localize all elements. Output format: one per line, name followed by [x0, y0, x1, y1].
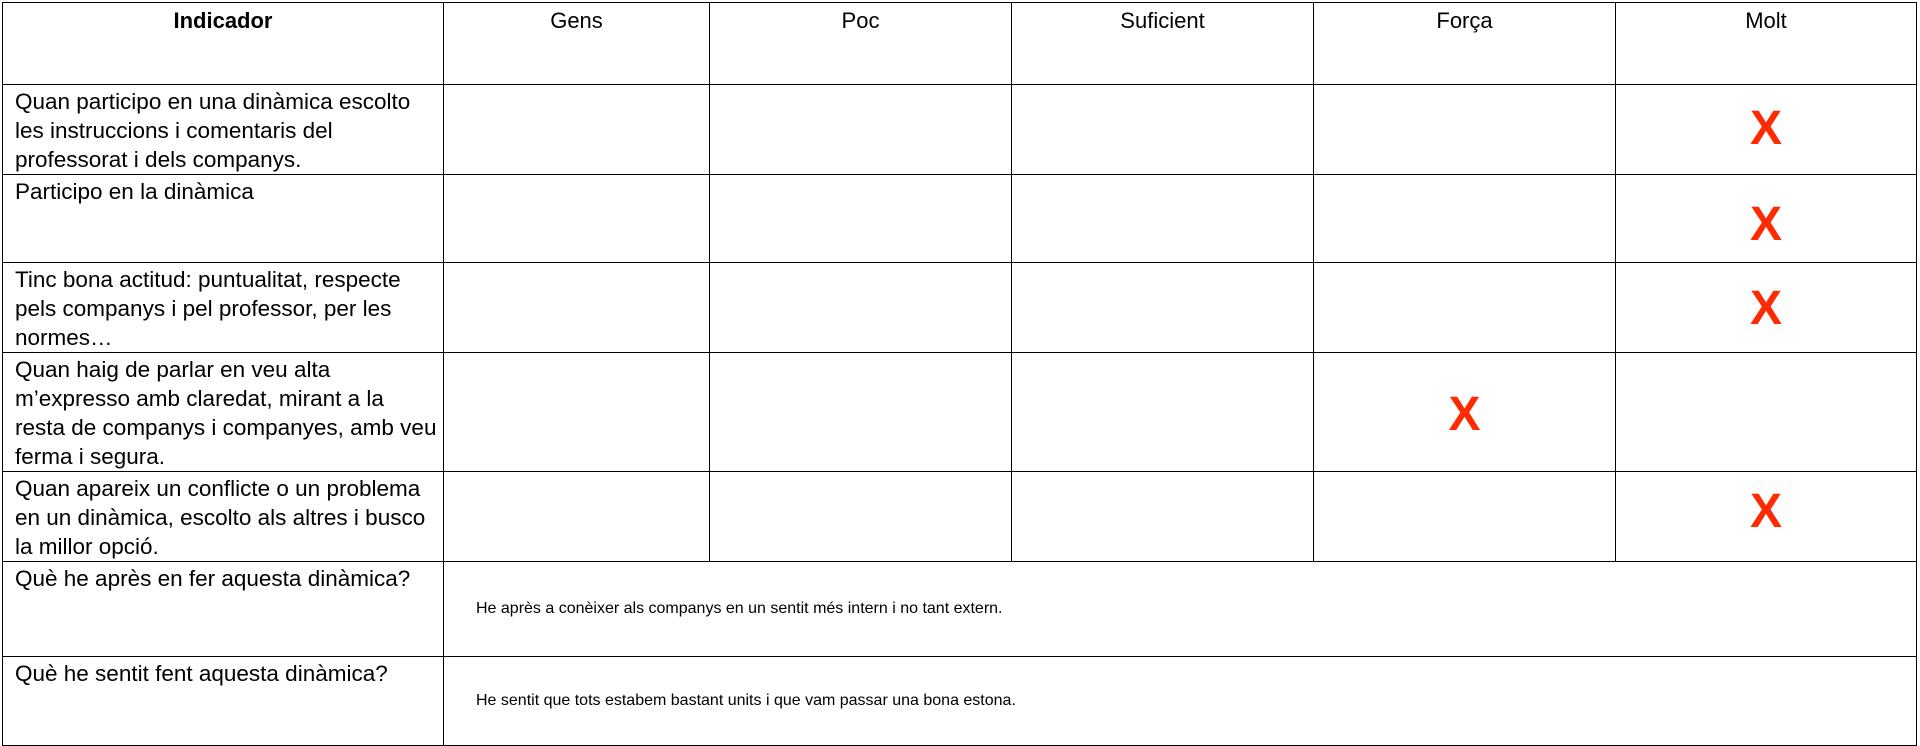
cell-poc	[710, 175, 1012, 263]
cell-gens	[444, 85, 710, 175]
indicator-row	[3, 263, 1917, 353]
cell-molt	[1616, 472, 1917, 562]
cell-suficient	[1012, 353, 1314, 472]
reflection-row	[3, 657, 1917, 746]
cell-molt	[1616, 175, 1917, 263]
indicator-row	[3, 85, 1917, 175]
cell-forca	[1314, 472, 1616, 562]
header-poc: Poc	[710, 3, 1012, 85]
cell-forca	[1314, 175, 1616, 263]
cell-gens	[444, 472, 710, 562]
cell-suficient	[1012, 85, 1314, 175]
indicator-text: Quan participo en una dinàmica escolto les instruccions i comentaris del professorat i dels companys.	[3, 85, 444, 175]
cell-gens	[444, 263, 710, 353]
evaluation-table	[2, 2, 1917, 746]
indicator-text: Tinc bona actitud: puntualitat, respecte pels companys i pel professor, per les normes…	[3, 263, 444, 353]
indicator-text: Participo en la dinàmica	[3, 175, 444, 263]
cell-poc	[710, 472, 1012, 562]
x-mark-icon: X	[1749, 102, 1782, 155]
cell-gens	[444, 353, 710, 472]
reflection-answer: He sentit que tots estabem bastant units i que vam passar una bona estona.	[444, 657, 1917, 746]
cell-molt	[1616, 263, 1917, 353]
cell-forca	[1314, 353, 1616, 472]
cell-molt	[1616, 85, 1917, 175]
indicator-row	[3, 472, 1917, 562]
cell-suficient	[1012, 472, 1314, 562]
indicator-text: Quan haig de parlar en veu alta m’expresso amb claredat, mirant a la resta de companys i companyes, amb veu ferma i segura.	[3, 353, 444, 472]
indicator-text: Quan apareix un conflicte o un problema en un dinàmica, escolto als altres i busco la millor opció.	[3, 472, 444, 562]
reflection-answer: He après a conèixer als companys en un sentit més intern i no tant extern.	[444, 562, 1917, 657]
header-row	[3, 3, 1917, 85]
header-molt: Molt	[1616, 3, 1917, 85]
cell-suficient	[1012, 263, 1314, 353]
cell-gens	[444, 175, 710, 263]
cell-suficient	[1012, 175, 1314, 263]
x-mark-icon: X	[1448, 388, 1481, 441]
header-forca: Força	[1314, 3, 1616, 85]
header-gens: Gens	[444, 3, 710, 85]
cell-poc	[710, 353, 1012, 472]
header-suficient: Suficient	[1012, 3, 1314, 85]
x-mark-icon: X	[1749, 198, 1782, 251]
cell-forca	[1314, 263, 1616, 353]
indicator-row	[3, 175, 1917, 263]
cell-molt	[1616, 353, 1917, 472]
header-indicator: Indicador	[3, 3, 444, 85]
indicator-row	[3, 353, 1917, 472]
x-mark-icon: X	[1749, 282, 1782, 335]
reflection-question: Què he après en fer aquesta dinàmica?	[3, 562, 444, 657]
reflection-row	[3, 562, 1917, 657]
reflection-question: Què he sentit fent aquesta dinàmica?	[3, 657, 444, 746]
x-mark-icon: X	[1749, 485, 1782, 538]
cell-poc	[710, 85, 1012, 175]
cell-poc	[710, 263, 1012, 353]
cell-forca	[1314, 85, 1616, 175]
